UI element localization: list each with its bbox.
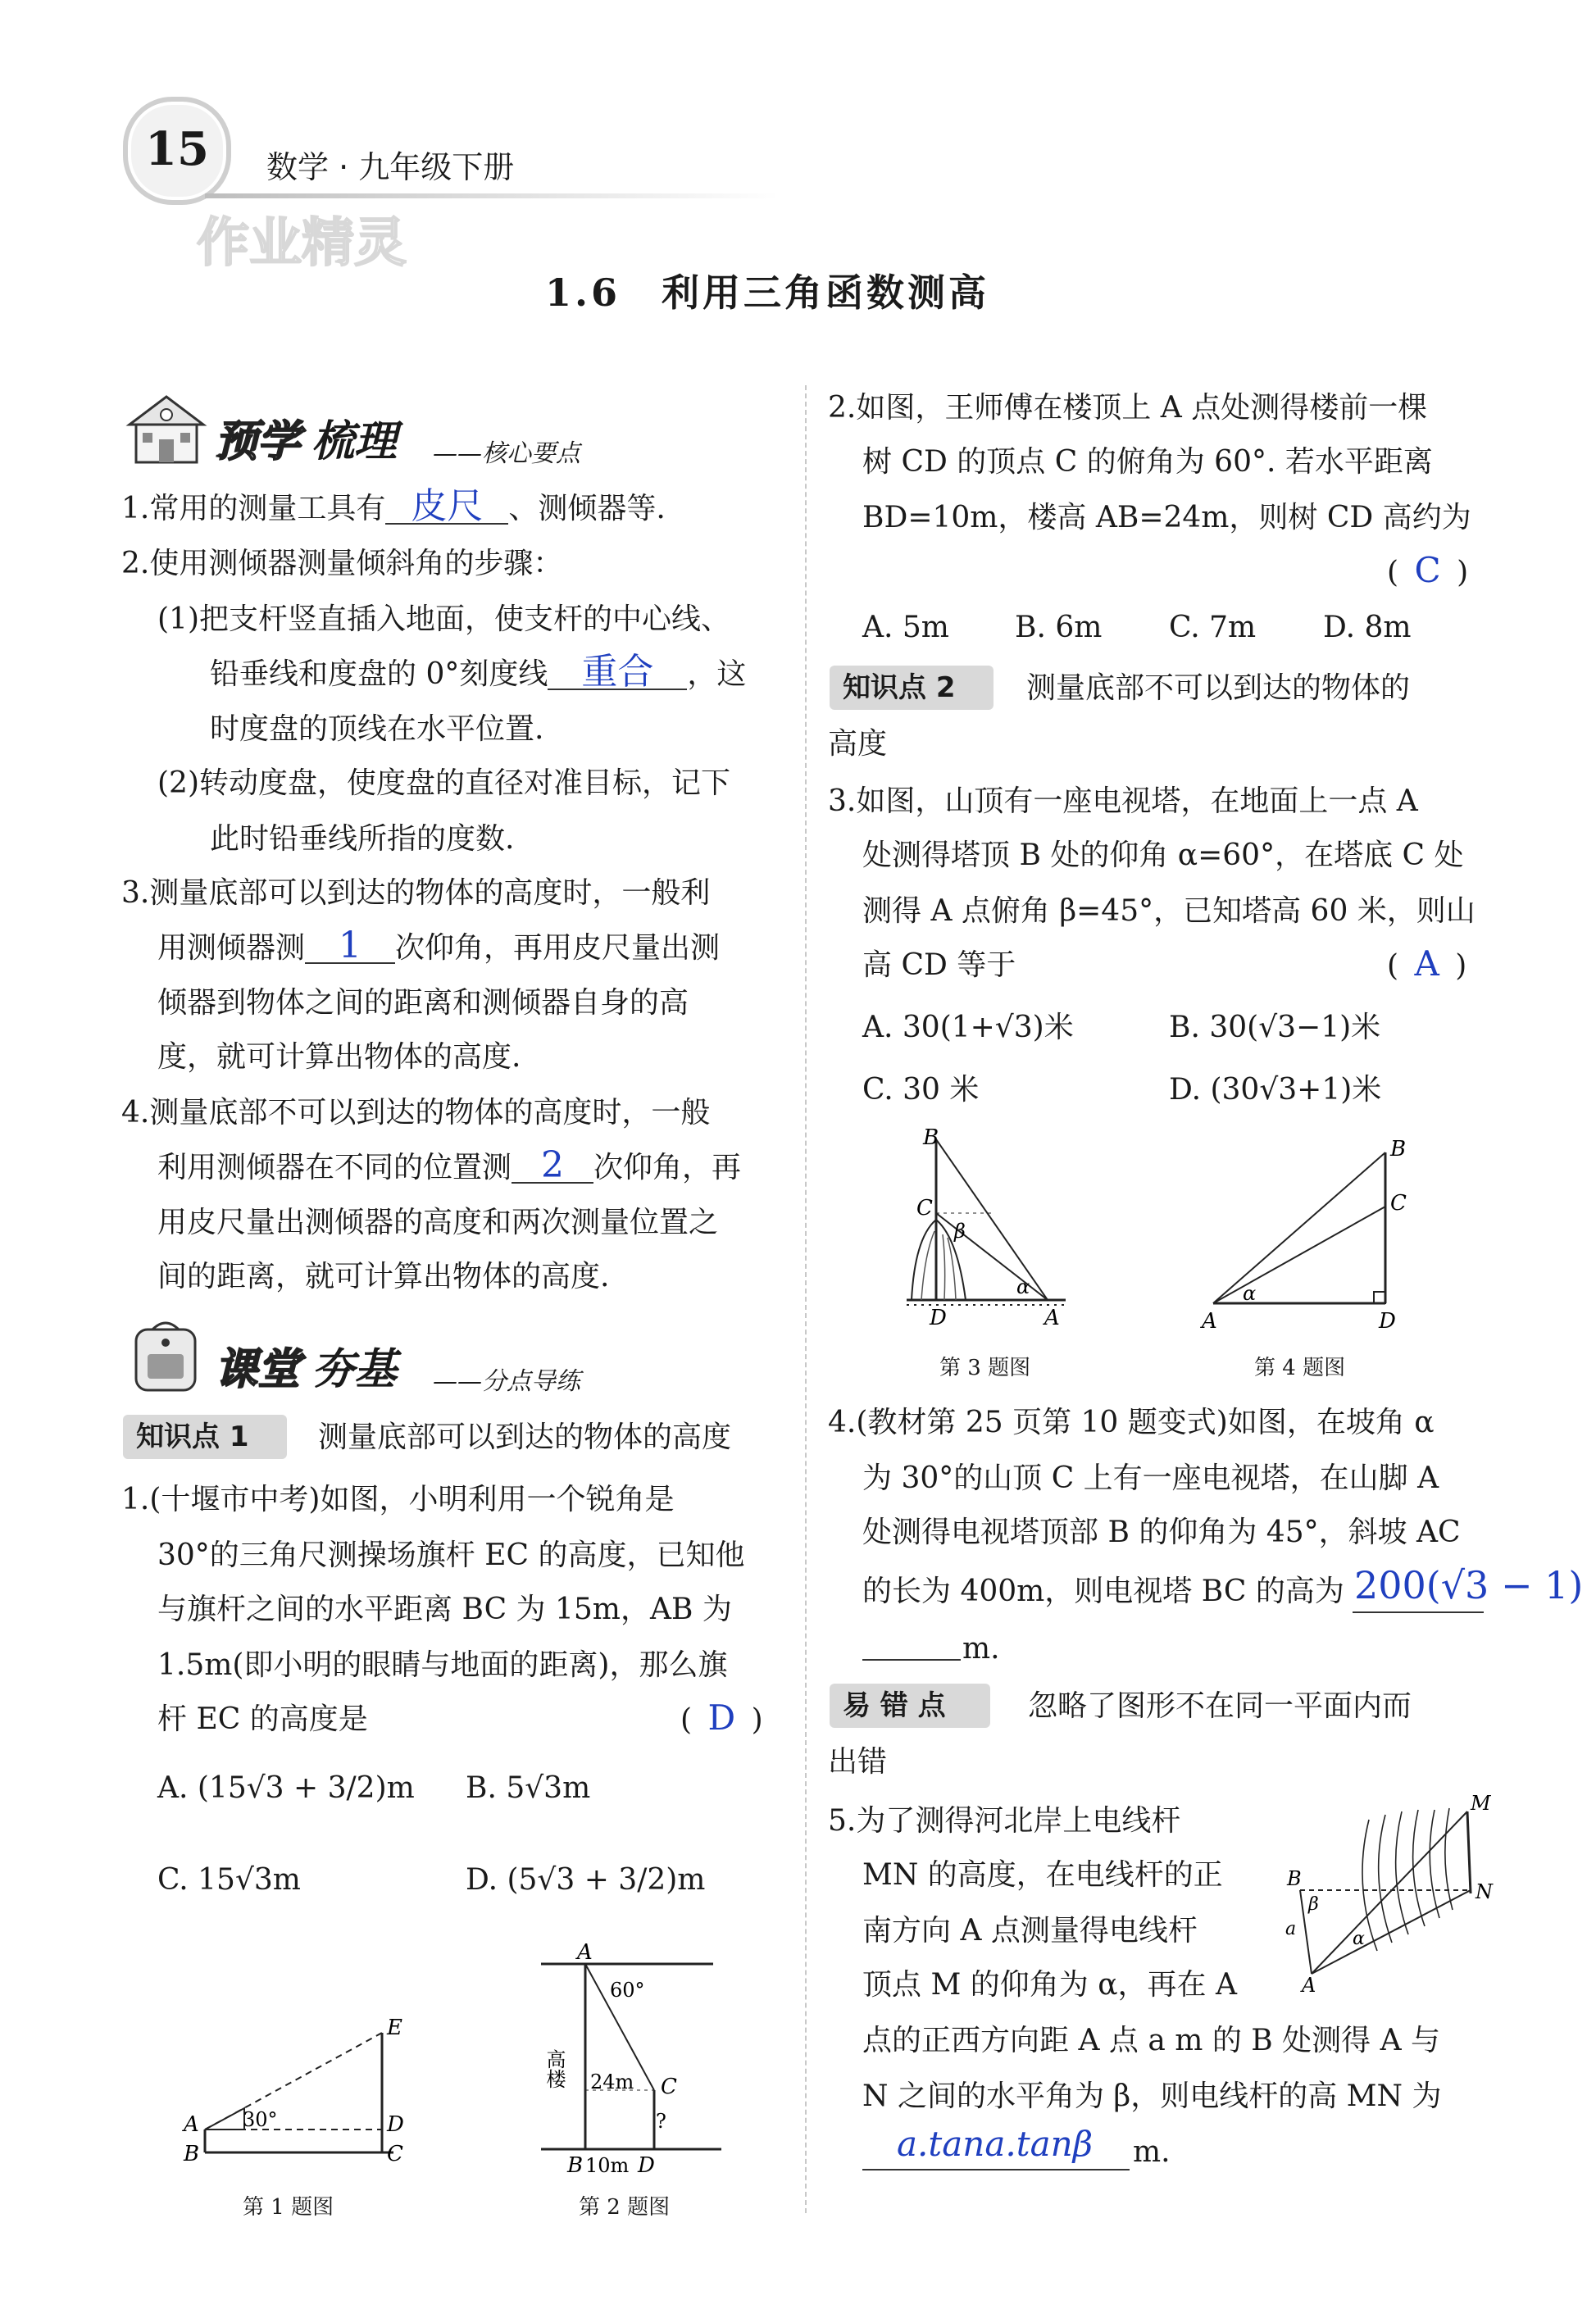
problem2-answer: ( C )	[1387, 550, 1472, 590]
problem2-option-c: C. 7m	[1169, 611, 1257, 644]
fig2-label-a: A	[577, 1940, 593, 1965]
problem1-option-c: C. 15√3m	[157, 1863, 301, 1897]
preview-q2-1b: 铅垂线和度盘的 0°刻度线 重合 ，这	[210, 651, 747, 693]
fig4-right-angle	[1374, 1292, 1385, 1303]
fig3-beta: β	[954, 1220, 966, 1243]
preview-title-b: 梳理	[311, 417, 398, 466]
classroom-subtitle: ——分点导练	[433, 1367, 580, 1396]
problem1-option-d: D. (5√3 + 3/2)m	[466, 1863, 706, 1897]
problem1-line-e: 杆 EC 的高度是	[157, 1702, 368, 1736]
fig1-set-square	[205, 2108, 244, 2130]
problem2-option-b: B. 6m	[1015, 611, 1103, 644]
problem2-line-c: BD=10m，楼高 AB=24m，则树 CD 高约为	[862, 501, 1471, 534]
problem3-answer: ( A )	[1387, 943, 1471, 984]
fig5-beta: β	[1308, 1894, 1319, 1915]
problem3-line-d: 高 CD 等于	[862, 948, 1016, 982]
preview-q2-2b: 此时铅垂线所指的度数.	[210, 822, 515, 856]
problem2-option-d: D. 8m	[1323, 611, 1412, 644]
page-number-badge	[123, 97, 231, 205]
problem3-option-b: B. 30(√3−1)米	[1169, 1011, 1381, 1044]
figure-4	[1197, 1128, 1426, 1333]
fig2-label-d: D	[638, 2153, 655, 2178]
fig5-alpha: α	[1353, 1929, 1365, 1949]
fig4-label-b: B	[1390, 1137, 1407, 1161]
figure-2-caption: 第 2 题图	[579, 2195, 671, 2220]
figure-1	[172, 2008, 418, 2172]
fig2-building-label: 高楼	[543, 2049, 566, 2089]
answer-blank: 1	[305, 930, 395, 964]
answer-blank: 2	[512, 1149, 593, 1184]
book-title: 数学 · 九年级下册	[266, 149, 515, 185]
watermark: 作业精灵	[197, 213, 407, 274]
classroom-title-a: 课堂	[215, 1345, 301, 1394]
fig3-line-ac	[936, 1213, 1048, 1300]
fig3-label-c: C	[916, 1196, 933, 1220]
preview-q3a: 3.测量底部可以到达的物体的高度时，一般利	[121, 876, 711, 910]
figure-3	[893, 1123, 1082, 1336]
figure-4-caption: 第 4 题图	[1254, 1356, 1346, 1380]
problem1-line-c: 与旗杆之间的水平距离 BC 为 15m，AB 为	[157, 1593, 732, 1626]
fig1-label-d: D	[387, 2112, 404, 2137]
preview-q2-1a: (1)把支杆竖直插入地面，使支杆的中心线、	[157, 602, 730, 636]
figure-1-caption: 第 1 题图	[243, 2195, 334, 2220]
fig3-label-d: D	[930, 1306, 947, 1330]
fig4-label-c: C	[1390, 1191, 1407, 1216]
problem5-answer: a.tana.tanβ	[897, 2124, 1093, 2164]
problem3-option-c: C. 30 米	[862, 1073, 980, 1107]
problem3-line-b: 处测得塔顶 B 处的仰角 α=60°，在塔底 C 处	[862, 839, 1464, 872]
problem1-line-b: 30°的三角尺测操场旗杆 EC 的高度，已知他	[157, 1539, 745, 1572]
figure-5	[1271, 1795, 1500, 1992]
preview-title-a: 预学	[215, 417, 301, 466]
error-point-title-b: 出错	[828, 1745, 888, 1779]
preview-q2-1c: 时度盘的顶线在水平位置.	[210, 712, 544, 746]
preview-q4b: 利用测倾器在不同的位置测 2 次仰角，再	[157, 1144, 742, 1186]
preview-q3b: 用测倾器测 1 次仰角，再用皮尺量出测	[157, 925, 721, 966]
problem5-post: m.	[1133, 2135, 1171, 2169]
fig5-label-b: B	[1287, 1867, 1302, 1890]
column-divider	[805, 385, 807, 2213]
problem4-line-b: 为 30°的山顶 C 上有一座电视塔，在山脚 A	[862, 1461, 1439, 1495]
fig4-label-d: D	[1379, 1309, 1396, 1333]
fig3-alpha: α	[1016, 1275, 1030, 1298]
problem5-line-f: N 之间的水平角为 β，则电线杆的高 MN 为	[862, 2080, 1442, 2113]
figure-2	[525, 1934, 738, 2180]
problem4-line-c: 处测得电视塔顶部 B 的仰角为 45°，斜坡 AC	[862, 1516, 1461, 1549]
preview-q2-2a: (2)转动度盘，使度盘的直径对准目标，记下	[157, 766, 730, 800]
fig1-label-c: C	[387, 2142, 403, 2166]
error-point-title-a: 忽略了图形不在同一平面内而	[1028, 1689, 1412, 1723]
fig5-line-an	[1312, 1890, 1471, 1974]
backpack-icon	[125, 1315, 207, 1393]
fig5-label-m: M	[1471, 1795, 1491, 1815]
classroom-title-b: 夯基	[311, 1345, 398, 1394]
fig2-height: 24m	[590, 2070, 634, 2093]
problem2-line-a: 2.如图，王师傅在楼顶上 A 点处测得楼前一棵	[828, 391, 1428, 425]
school-icon	[121, 392, 211, 466]
fig4-line-ac	[1213, 1207, 1385, 1303]
header-rule	[205, 193, 779, 198]
problem1-option-a: A. (15√3 + 3/2)m	[157, 1771, 415, 1805]
fig3-label-a: A	[1044, 1306, 1060, 1330]
problem3-line-a: 3.如图，山顶有一座电视塔，在地面上一点 A	[828, 784, 1418, 818]
problem1-line-a: 1.(十堰市中考)如图，小明利用一个锐角是	[121, 1483, 675, 1516]
fig4-alpha: α	[1243, 1282, 1257, 1305]
problem2-line-b: 树 CD 的顶点 C 的俯角为 60°. 若水平距离	[862, 445, 1433, 479]
problem5-line-d: 顶点 M 的仰角为 α，再在 A	[862, 1968, 1237, 2002]
problem5-line-b: MN 的高度，在电线杆的正	[862, 1858, 1223, 1892]
figure-3-caption: 第 3 题图	[939, 1356, 1031, 1380]
problem3-option-d: D. (30√3+1)米	[1169, 1073, 1382, 1107]
section-title: 1.6 利用三角函数测高	[545, 270, 990, 315]
fig1-label-a: A	[184, 2112, 199, 2137]
fig1-angle: 30°	[243, 2108, 278, 2131]
fig3-label-b: B	[923, 1125, 939, 1150]
fig2-angle: 60°	[610, 1979, 645, 2002]
problem1-answer: ( D )	[680, 1698, 766, 1738]
fig5-line-am	[1312, 1811, 1467, 1974]
problem4-line-a: 4.(教材第 25 页第 10 题变式)如图，在坡角 α	[828, 1406, 1435, 1439]
fig2-dist: 10m	[585, 2154, 630, 2177]
problem5-line-a: 5.为了测得河北岸上电线杆	[828, 1804, 1181, 1838]
preview-q4d: 间的距离，就可计算出物体的高度.	[157, 1260, 610, 1293]
problem3-option-a: A. 30(1+√3)米	[862, 1011, 1074, 1044]
fig5-pole	[1467, 1811, 1471, 1893]
problem2-option-a: A. 5m	[862, 611, 949, 644]
preview-q1: 1.常用的测量工具有 皮尺 、测倾器等.	[121, 485, 666, 527]
problem1-option-b: B. 5√3m	[466, 1771, 591, 1805]
fig3-line-ab	[936, 1139, 1048, 1300]
knowledge-point-1-label: 知识点 1	[136, 1420, 249, 1453]
fig5-label-a: A	[1302, 1974, 1316, 1992]
answer-blank: 皮尺	[385, 490, 508, 525]
problem3-line-c: 测得 A 点俯角 β=45°，已知塔高 60 米，则山	[862, 894, 1476, 928]
problem4-line-e: m.	[962, 1632, 1000, 1666]
problem5-line-c: 南方向 A 点测量得电线杆	[862, 1914, 1198, 1948]
page-number: 15	[145, 122, 209, 176]
preview-q3d: 度，就可计算出物体的高度.	[157, 1040, 521, 1074]
problem4-blank-line	[862, 1659, 961, 1661]
problem4-line-d: 的长为 400m，则电视塔 BC 的高为	[862, 1575, 1344, 1608]
fig1-label-e: E	[387, 2016, 402, 2040]
fig5-river-bank	[1362, 1808, 1453, 1951]
fig4-label-a: A	[1202, 1309, 1217, 1333]
knowledge-point-1-title: 测量底部可以到达的物体的高度	[318, 1420, 732, 1454]
fig4-line-ab	[1213, 1152, 1385, 1303]
knowledge-point-2-title-a: 测量底部不可以到达的物体的	[1026, 671, 1411, 705]
problem5-line-e: 点的正西方向距 A 点 a m 的 B 处测得 A 与	[862, 2024, 1441, 2057]
preview-q2: 2.使用测倾器测量倾斜角的步骤：	[121, 547, 563, 580]
problem4-answer-line	[1353, 1611, 1484, 1613]
problem1-line-d: 1.5m(即小明的眼睛与地面的距离)，那么旗	[157, 1648, 728, 1682]
problem5-answer-line	[862, 2169, 1130, 2170]
fig2-label-b: B	[567, 2153, 584, 2178]
fig5-a: a	[1285, 1919, 1297, 1939]
fig2-label-c: C	[661, 2075, 677, 2099]
preview-subtitle: ——核心要点	[433, 439, 580, 468]
knowledge-point-2-label: 知识点 2	[843, 671, 956, 704]
fig1-label-b: B	[184, 2142, 200, 2166]
fig2-question: ?	[656, 2110, 666, 2133]
preview-q3c: 倾器到物体之间的距离和测倾器自身的高	[157, 986, 689, 1020]
knowledge-point-2-title-b: 高度	[828, 727, 888, 761]
error-point-label: 易 错 点	[843, 1689, 946, 1722]
answer-blank: 重合	[548, 656, 687, 690]
preview-q4c: 用皮尺量出测倾器的高度和两次测量位置之	[157, 1206, 719, 1239]
fig5-label-n: N	[1476, 1880, 1493, 1903]
problem4-answer: 200(√3 − 1)	[1354, 1563, 1584, 1607]
preview-q4a: 4.测量底部不可以到达的物体的高度时，一般	[121, 1096, 711, 1130]
